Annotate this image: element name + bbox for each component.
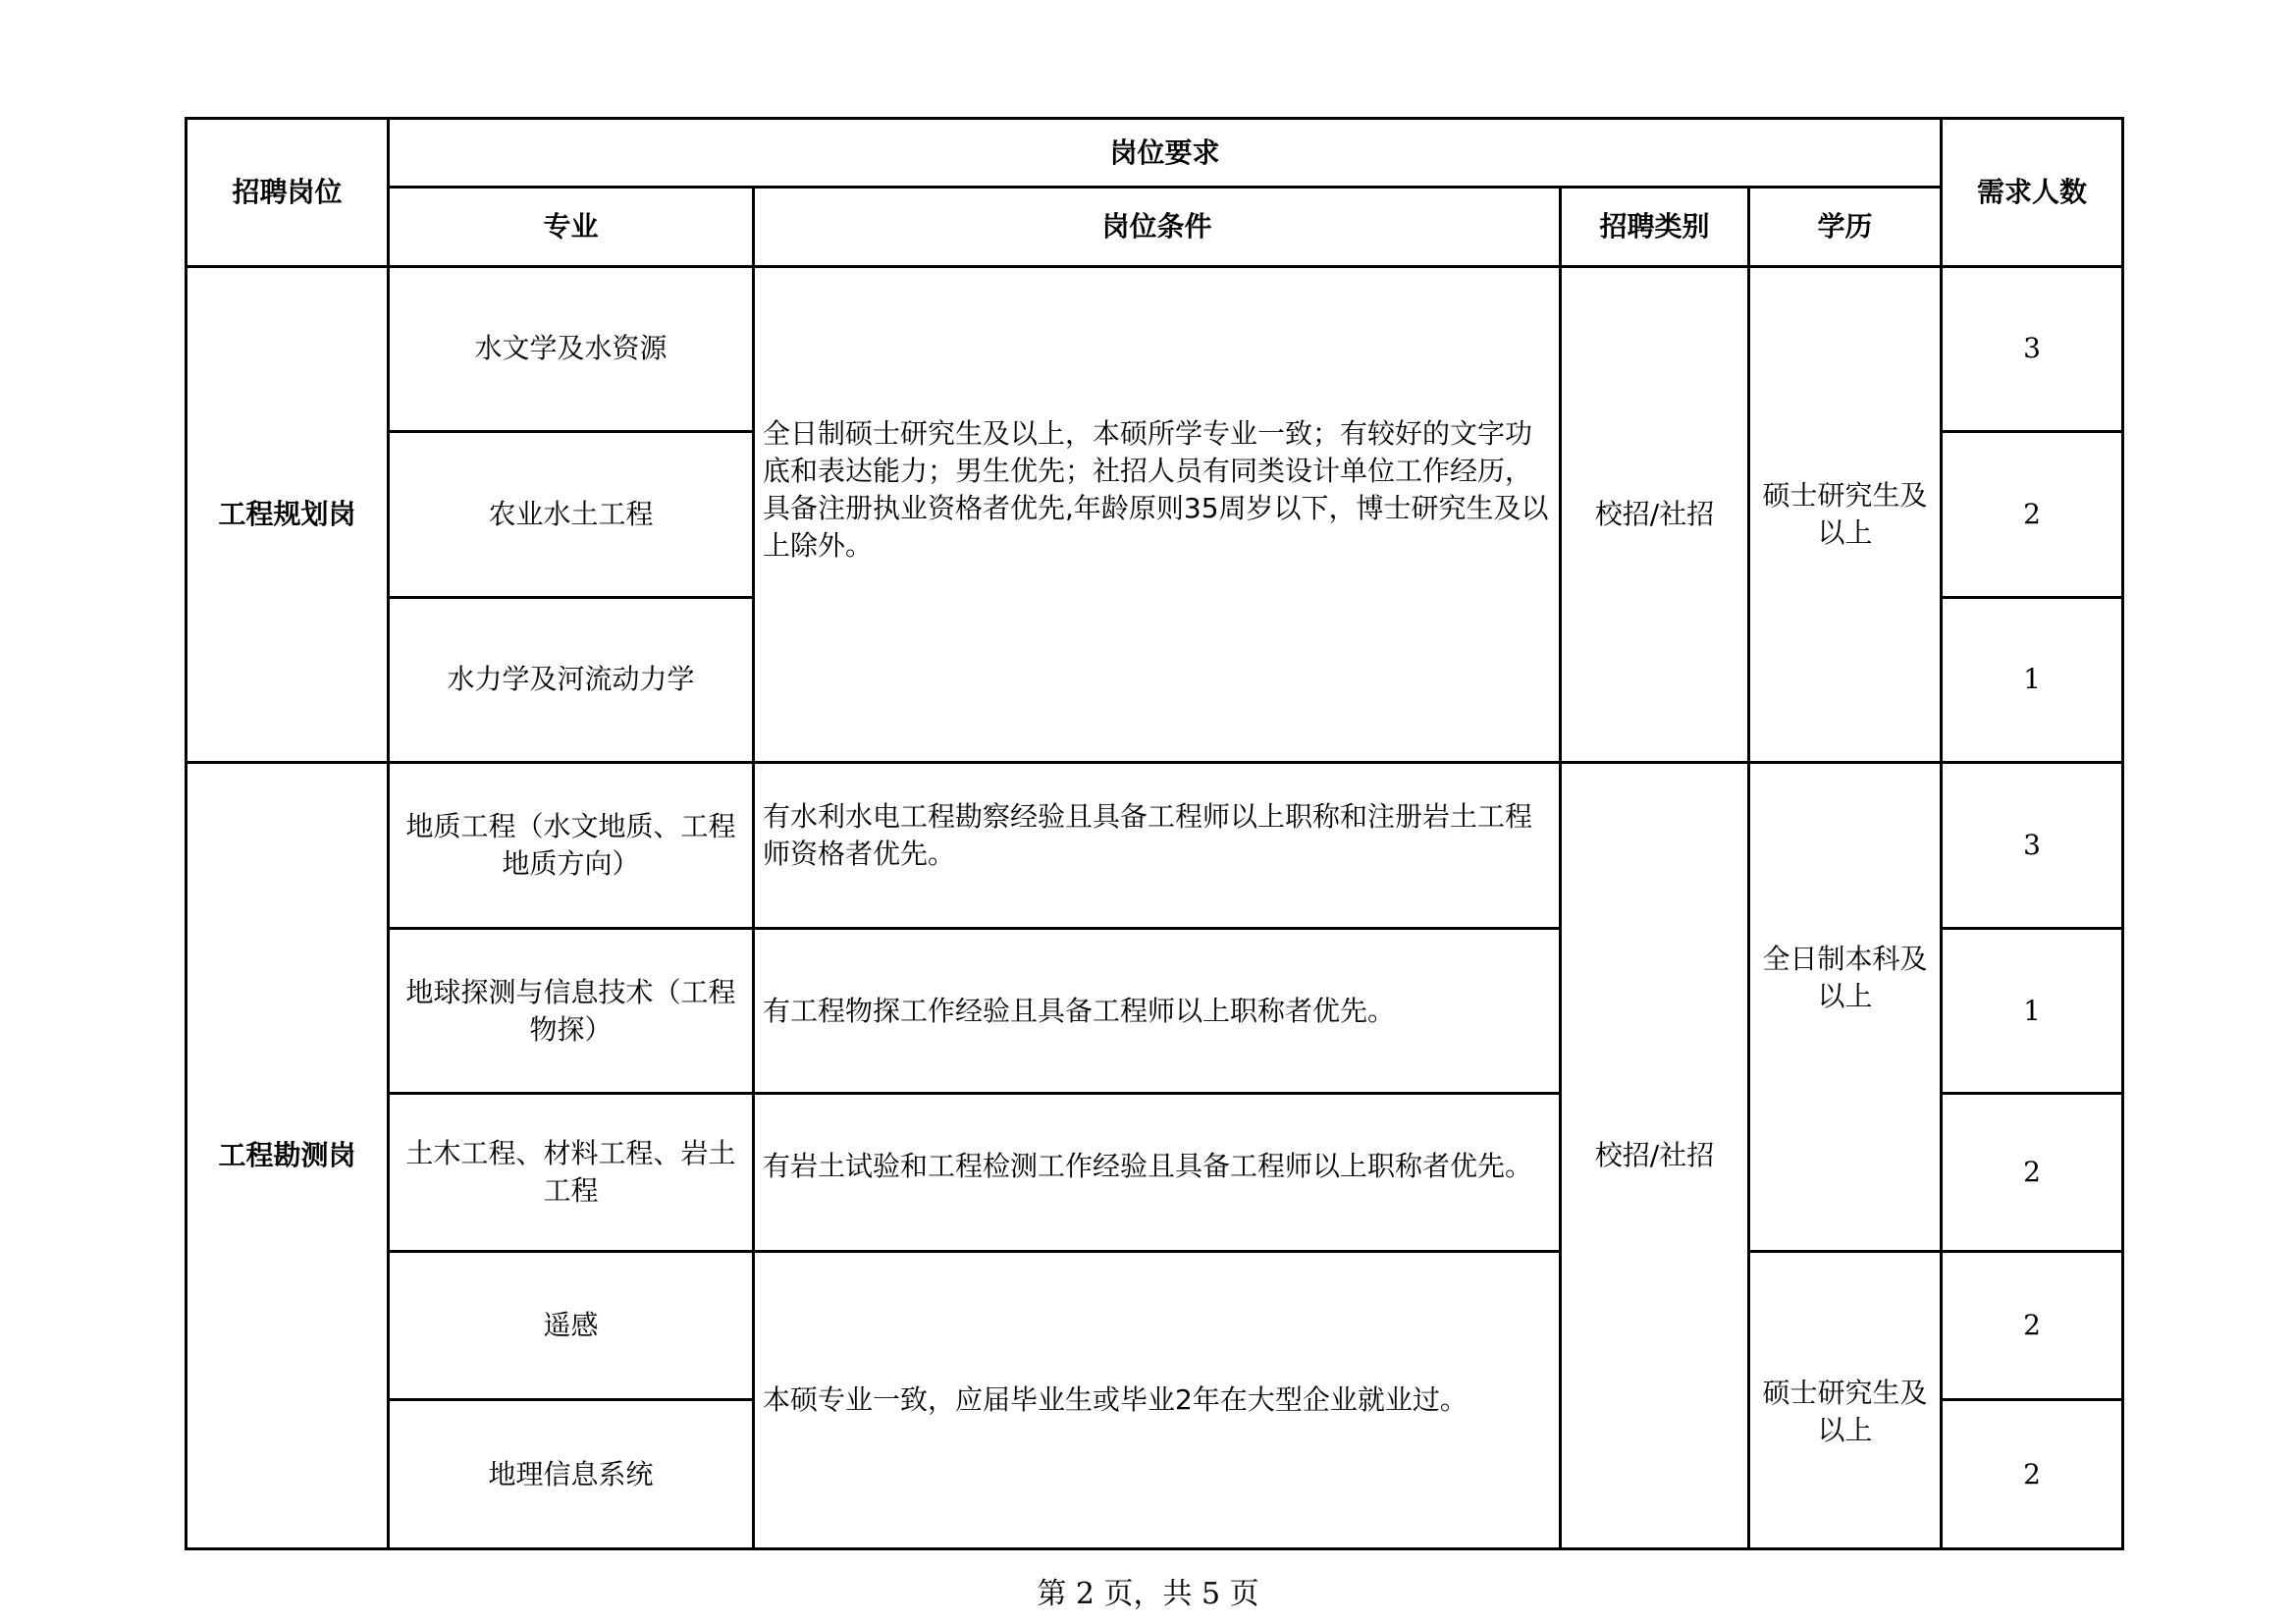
major-cell: 水文学及水资源 bbox=[389, 266, 754, 432]
header-count: 需求人数 bbox=[1942, 119, 2123, 267]
header-requirements: 岗位要求 bbox=[389, 119, 1942, 188]
count-cell: 2 bbox=[1942, 1094, 2123, 1252]
major-cell: 农业水土工程 bbox=[389, 432, 754, 598]
condition-text: 有岩土试验和工程检测工作经验且具备工程师以上职称者优先。 bbox=[763, 1150, 1533, 1183]
header-category: 招聘类别 bbox=[1561, 188, 1749, 266]
education-cell: 硕士研究生及以上 bbox=[1749, 266, 1942, 763]
major-cell: 地质工程（水文地质、工程地质方向） bbox=[389, 763, 754, 929]
major-cell: 地球探测与信息技术（工程物探） bbox=[389, 928, 754, 1094]
header-conditions: 岗位条件 bbox=[754, 188, 1561, 266]
header-education: 学历 bbox=[1749, 188, 1942, 266]
count-cell: 1 bbox=[1942, 928, 2123, 1094]
count-cell: 3 bbox=[1942, 266, 2123, 432]
education-text: 硕士研究生及以上 bbox=[1762, 1377, 1928, 1447]
category-cell: 校招/社招 bbox=[1561, 763, 1749, 1549]
position-cell: 工程规划岗 bbox=[187, 266, 389, 763]
table-row bbox=[187, 763, 2123, 929]
header-position: 招聘岗位 bbox=[187, 119, 389, 267]
condition-cell: 有工程物探工作经验且具备工程师以上职称者优先。 bbox=[754, 928, 1561, 1094]
condition-cell bbox=[754, 763, 1561, 929]
position-cell: 工程勘测岗 bbox=[187, 763, 389, 1549]
count-cell: 2 bbox=[1942, 432, 2123, 598]
major-cell: 遥感 bbox=[389, 1251, 754, 1400]
major-cell: 地理信息系统 bbox=[389, 1400, 754, 1549]
category-cell: 校招/社招 bbox=[1561, 266, 1749, 763]
count-cell: 1 bbox=[1942, 597, 2123, 763]
count-cell: 2 bbox=[1942, 1251, 2123, 1400]
table-row bbox=[187, 1251, 2123, 1400]
count-cell: 2 bbox=[1942, 1400, 2123, 1549]
education-cell bbox=[1749, 763, 1942, 1252]
table-row bbox=[187, 266, 2123, 432]
header-major: 专业 bbox=[389, 188, 754, 266]
recruitment-table bbox=[185, 117, 2124, 1550]
education-text: 全日制本科及以上 bbox=[1762, 942, 1928, 1012]
page-footer: 第 2 页，共 5 页 bbox=[1037, 1577, 1259, 1611]
condition-cell bbox=[754, 266, 1561, 763]
education-cell bbox=[1749, 1251, 1942, 1548]
major-cell: 土木工程、材料工程、岩土工程 bbox=[389, 1094, 754, 1252]
condition-cell: 本硕专业一致，应届毕业生或毕业2年在大型企业就业过。 bbox=[754, 1251, 1561, 1548]
condition-text: 全日制硕士研究生及以上，本硕所学专业一致；有较好的文字功底和表达能力；男生优先；社招人员有同类设计单位工作经历，具备注册执业资格者优先,年龄原则35周岁以下，博士研究生及以上除外。 bbox=[763, 416, 1549, 562]
condition-cell bbox=[754, 1094, 1561, 1252]
major-cell: 水力学及河流动力学 bbox=[389, 597, 754, 763]
condition-text: 有水利水电工程勘察经验且具备工程师以上职称和注册岩土工程师资格者优先。 bbox=[763, 800, 1533, 871]
count-cell: 3 bbox=[1942, 763, 2123, 929]
